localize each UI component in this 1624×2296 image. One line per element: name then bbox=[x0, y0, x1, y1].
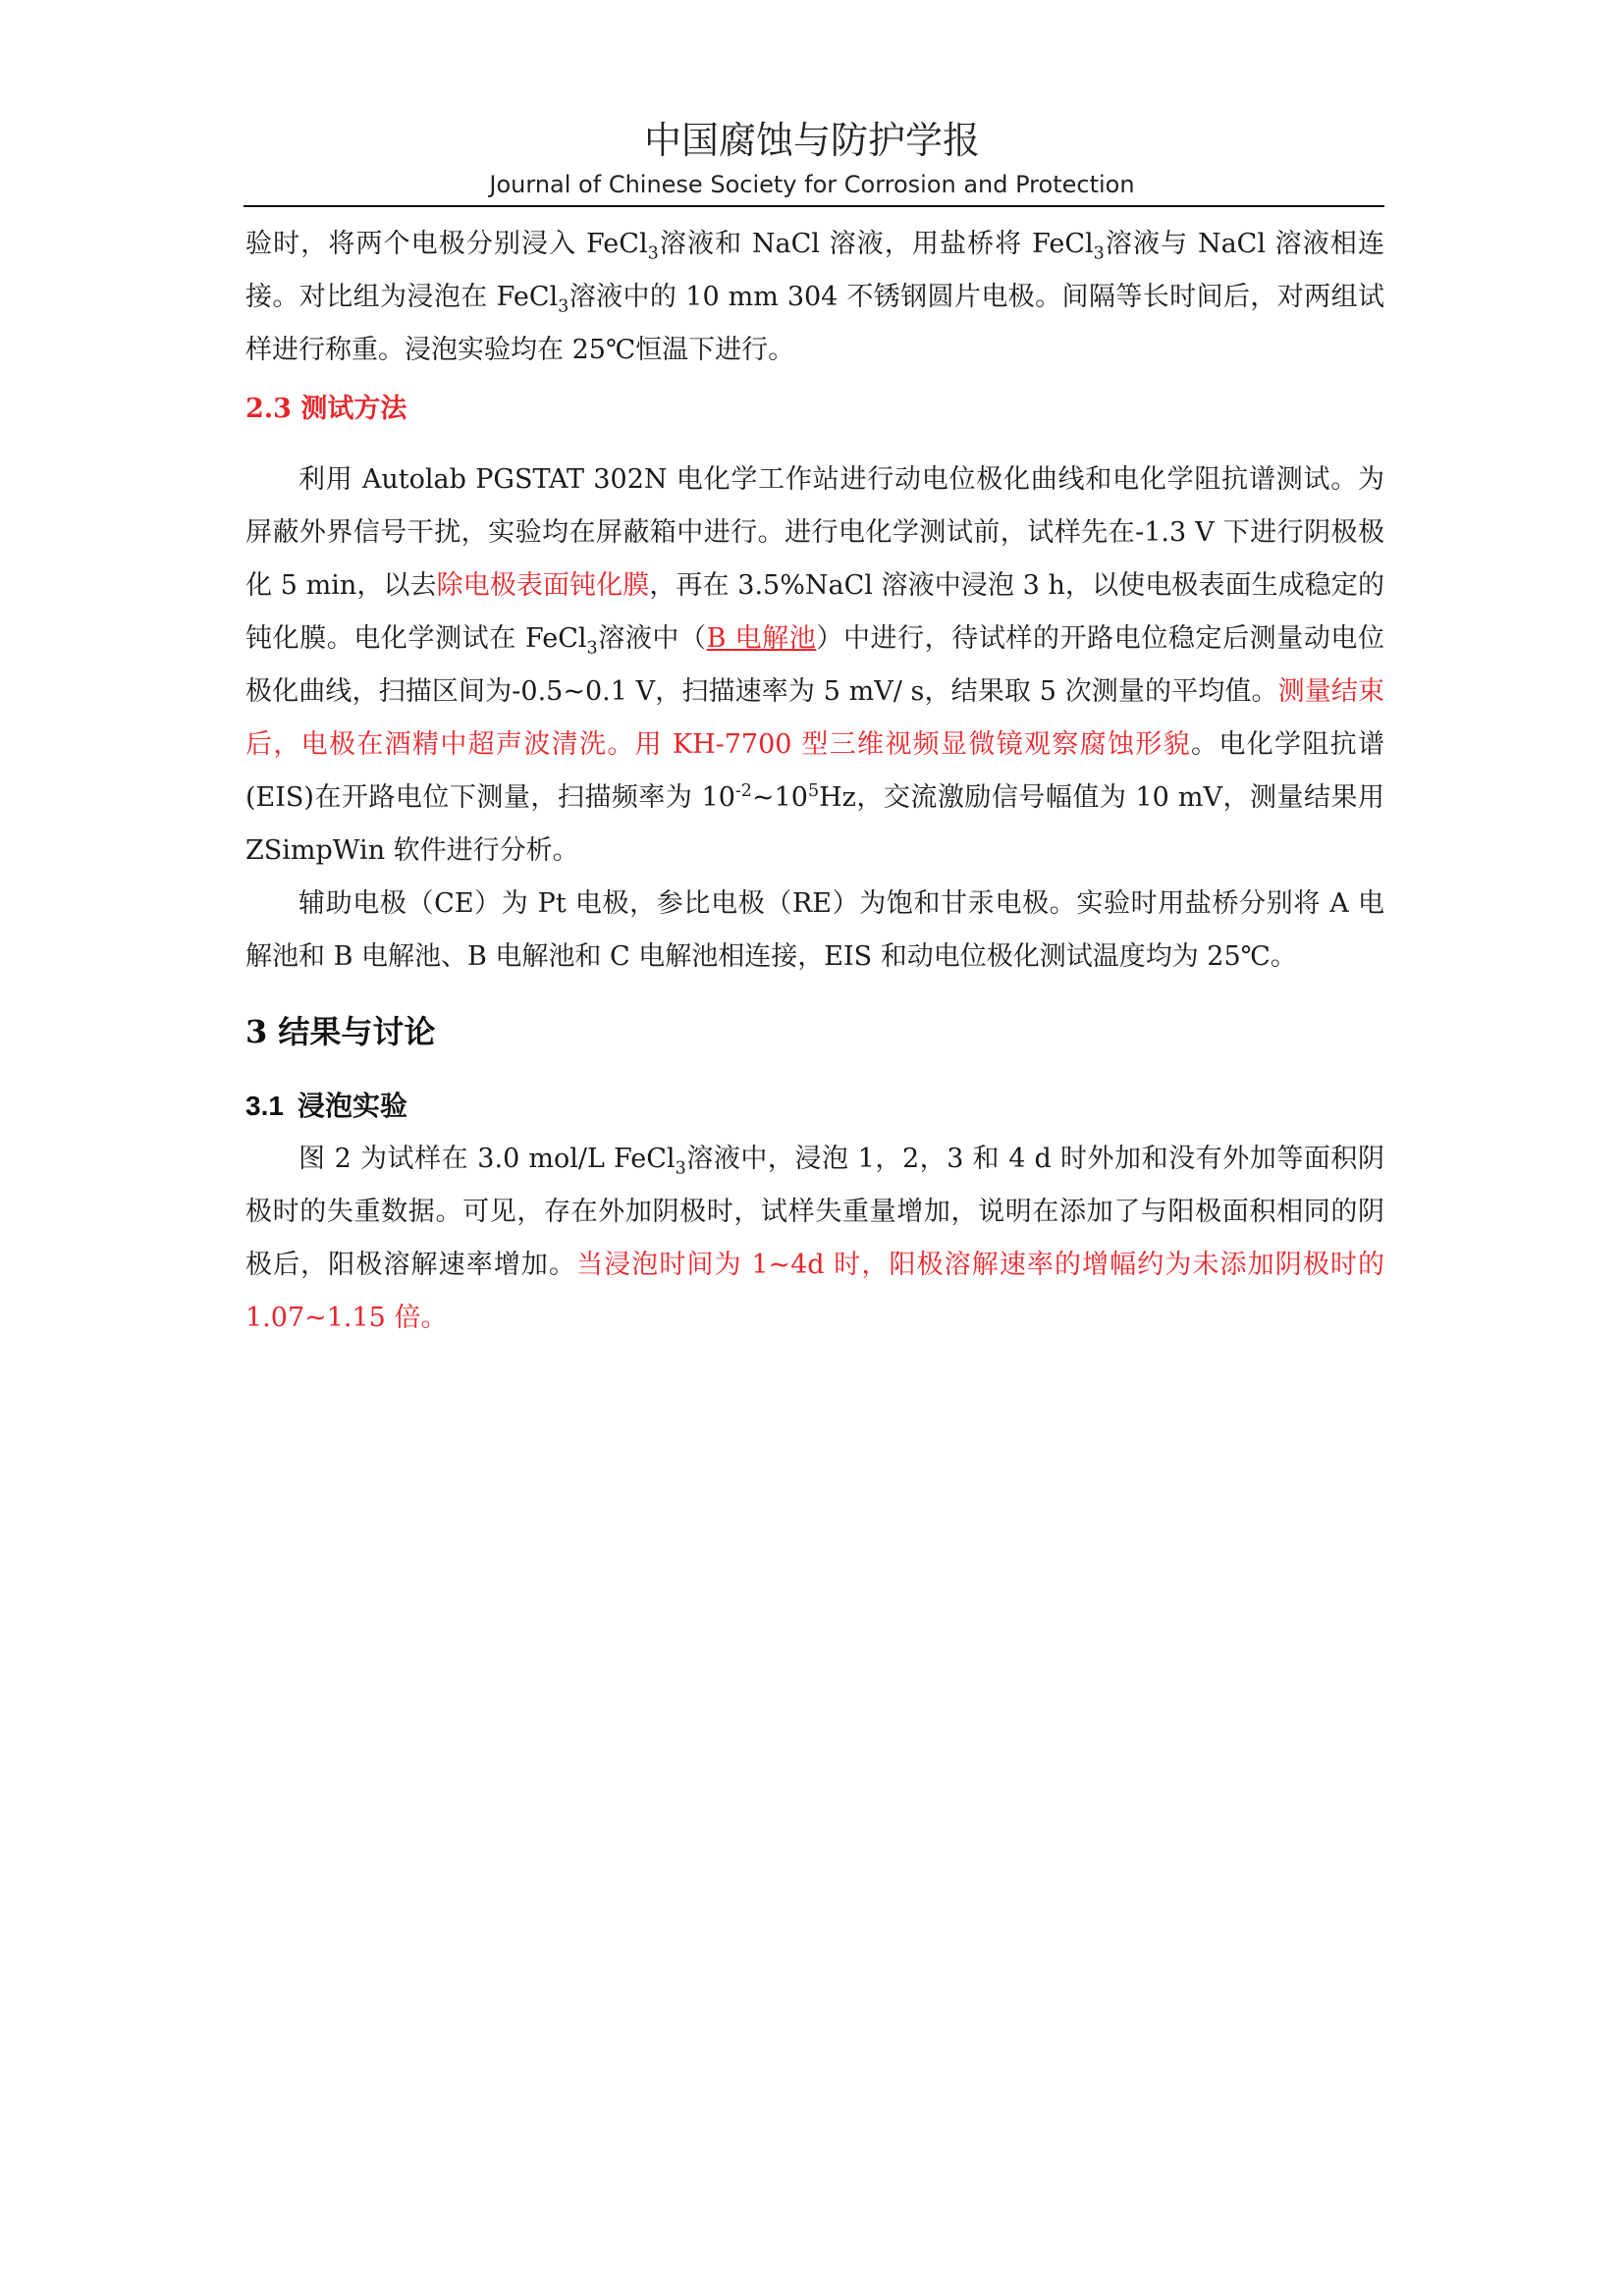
journal-title: 中国腐蚀与防护学报 bbox=[643, 119, 980, 162]
section-heading-3-1: 3.1 浸泡实验 bbox=[245, 1090, 407, 1122]
header-divider bbox=[244, 205, 1384, 207]
section-heading-3: 3 结果与讨论 bbox=[245, 1013, 436, 1050]
paragraph-test-method: 利用 Autolab PGSTAT 302N 电化学工作站进行动电位极化曲线和电化学阻抗谱测试。为屏蔽外界信号干扰，实验均在屏蔽箱中进行。进行电化学测试前，试样先在-1.3 V 下进行阴极极化 5 min，以去除电极表面钝化膜，再在 3.5%NaCl 溶液中浸泡 3 h，以使电极表面生成稳定的钝化膜。电化学测试在 FeCl$_3$溶液中（B 电解池）中进行，待试样的开路电位稳定后测量动电位极化曲线，扫描区间为-0.5~0.1 V，扫描速率为 5 mV/ s，结果取 5 次测量的平均值。测量结束后，电极在酒精中超声波清洗。用 KH-7700 型三维视频显微镜观察腐蚀形貌。电化学阻抗谱(EIS)在开路电位下测量，扫描频率为 $10^{-2}\sim 10^5Hz$，交流激励信号幅值为 10 mV，测量结果用 ZSimpWin 软件进行分析。 bbox=[245, 464, 1385, 866]
page-body bbox=[245, 218, 1384, 1345]
journal-subtitle: Journal of Chinese Society for Corrosion and Protection bbox=[489, 171, 1135, 198]
journal-header bbox=[0, 116, 1624, 200]
highlight-b-cell: B 电解池 bbox=[706, 623, 817, 654]
paragraph-electrodes: 辅助电极（CE）为 Pt 电极，参比电极（RE）为饱和甘汞电极。实验时用盐桥分别将 A 电解池和 B 电解池、B 电解池和 C 电解池相连接，EIS 和动电位极化测试温度均为 25℃。 bbox=[245, 888, 1384, 972]
paragraph-immersion-results: 图 2 为试样在 3.0 mol/L FeCl$_3$溶液中，浸泡 1，2，3 和 4 d 时外加和没有外加等面积阴极时的失重数据。可见，存在外加阴极时，试样失重量增加，说明在添加了与阳极面积相同的阴极后，阳极溶解速率增加。当浸泡时间为 1~4d 时，阳极溶解速率的增幅约为未添加阴极时的 1.07~1.15 倍。 bbox=[245, 1144, 1385, 1333]
highlight-ultrasonic-cleaning: 测量结束后，电极在酒精中超声波清洗。用 KH-7700 型三维视频显微镜观察腐蚀形貌 bbox=[245, 676, 1385, 760]
paragraph-immersion-continued: 验时，将两个电极分别浸入 FeCl$_3$溶液和 NaCl 溶液，用盐桥将 FeCl$_3$溶液与 NaCl 溶液相连接。对比组为浸泡在 FeCl$_3$溶液中的 10 mm 304 不锈钢圆片电极。间隔等长时间后，对两组试样进行称重。浸泡实验均在 25℃恒温下进行。 bbox=[245, 229, 1384, 365]
section-heading-2-3: 2.3 测试方法 bbox=[245, 394, 407, 424]
highlight-dissolution-rate: 当浸泡时间为 1~4d 时，阳极溶解速率的增幅约为未添加阴极时的 1.07~1.15 倍。 bbox=[245, 1250, 1385, 1333]
highlight-remove-passive-film: 除电极表面钝化膜 bbox=[436, 570, 650, 601]
